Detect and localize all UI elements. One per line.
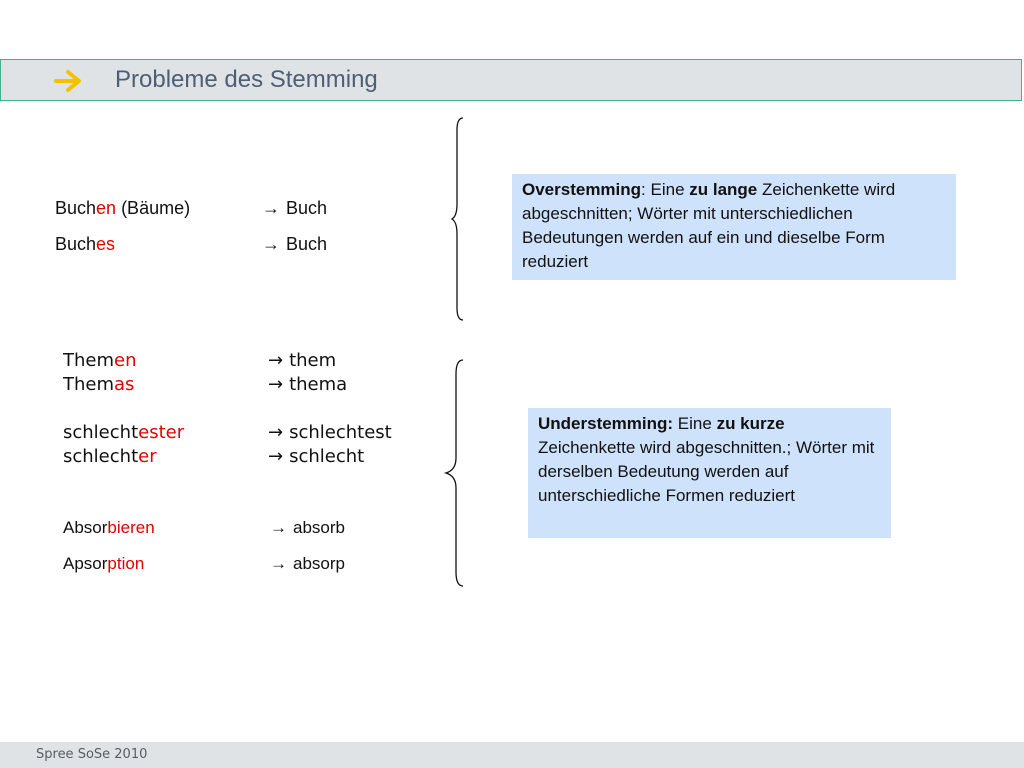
example-row bbox=[63, 446, 157, 467]
stem-target: them bbox=[289, 350, 337, 371]
definition-term: Understemming: bbox=[538, 414, 674, 433]
definition-term: Overstemming bbox=[522, 180, 642, 199]
word-suffix: ption bbox=[107, 554, 145, 573]
footer-text: Spree SoSe 2010 bbox=[36, 747, 148, 762]
arrow-right-icon bbox=[53, 67, 85, 100]
stem-target: absorp bbox=[293, 554, 345, 573]
arrow-right-icon: → bbox=[268, 446, 284, 467]
word-suffix: en bbox=[96, 198, 117, 218]
definition-text: Zeichenkette wird abgeschnitten; Wörter mit unterschiedlichen Bedeutungen werden auf ein und dieselbe Form reduziert bbox=[522, 180, 896, 271]
curly-brace-icon bbox=[450, 116, 468, 322]
definition-text: Eine bbox=[673, 414, 717, 433]
definition-emphasis: zu lange bbox=[689, 180, 758, 199]
word-stem: Buch bbox=[55, 198, 97, 218]
word-stem: Them bbox=[63, 374, 115, 395]
word-stem: schlecht bbox=[63, 422, 139, 443]
stem-result bbox=[262, 198, 327, 219]
arrow-right-icon: → bbox=[262, 198, 280, 218]
arrow-right-icon: → bbox=[262, 234, 280, 254]
arrow-right-icon: → bbox=[270, 554, 287, 573]
word-stem: Absor bbox=[63, 518, 108, 537]
stem-result bbox=[262, 234, 327, 255]
arrow-right-icon: → bbox=[268, 350, 284, 371]
example-row bbox=[63, 422, 184, 443]
definition-emphasis: zu kurze bbox=[716, 414, 785, 433]
arrow-right-icon: → bbox=[270, 518, 287, 537]
word-suffix: es bbox=[96, 234, 116, 254]
stem-result bbox=[268, 350, 336, 371]
example-row bbox=[63, 554, 144, 574]
footer-bar bbox=[0, 742, 1024, 768]
stem-target: schlechtest bbox=[289, 422, 392, 443]
example-row bbox=[63, 350, 137, 371]
word-stem: Apsor bbox=[63, 554, 108, 573]
arrow-right-icon: → bbox=[268, 422, 284, 443]
word-stem: schlecht bbox=[63, 446, 139, 467]
definition-text: : Eine bbox=[641, 180, 690, 199]
understemming-definition bbox=[528, 408, 891, 538]
stem-result bbox=[270, 554, 345, 574]
example-row bbox=[55, 234, 115, 255]
stem-result bbox=[270, 518, 345, 538]
stem-result bbox=[268, 374, 347, 395]
word-suffix: as bbox=[114, 374, 135, 395]
word-suffix: bieren bbox=[107, 518, 155, 537]
stem-target: Buch bbox=[286, 234, 328, 254]
stem-result bbox=[268, 422, 392, 443]
page-title: Probleme des Stemming bbox=[115, 66, 378, 93]
title-bar bbox=[0, 59, 1022, 101]
word-suffix: er bbox=[138, 446, 157, 467]
word-note: (Bäume) bbox=[116, 198, 191, 218]
example-row bbox=[55, 198, 190, 219]
stem-target: thema bbox=[289, 374, 348, 395]
definition-text: Zeichenkette wird abgeschnitten.; Wörter mit derselben Bedeutung werden auf unterschiedliche Formen reduziert bbox=[538, 438, 875, 505]
arrow-right-icon: → bbox=[268, 374, 284, 395]
example-row bbox=[63, 374, 134, 395]
word-suffix: ester bbox=[138, 422, 185, 443]
curly-brace-icon bbox=[444, 358, 468, 588]
word-suffix: en bbox=[114, 350, 137, 371]
word-stem: Them bbox=[63, 350, 115, 371]
stem-target: schlecht bbox=[289, 446, 365, 467]
stem-result bbox=[268, 446, 364, 467]
overstemming-definition bbox=[512, 174, 956, 280]
stem-target: absorb bbox=[293, 518, 345, 537]
word-stem: Buch bbox=[55, 234, 97, 254]
stem-target: Buch bbox=[286, 198, 328, 218]
example-row bbox=[63, 518, 155, 538]
